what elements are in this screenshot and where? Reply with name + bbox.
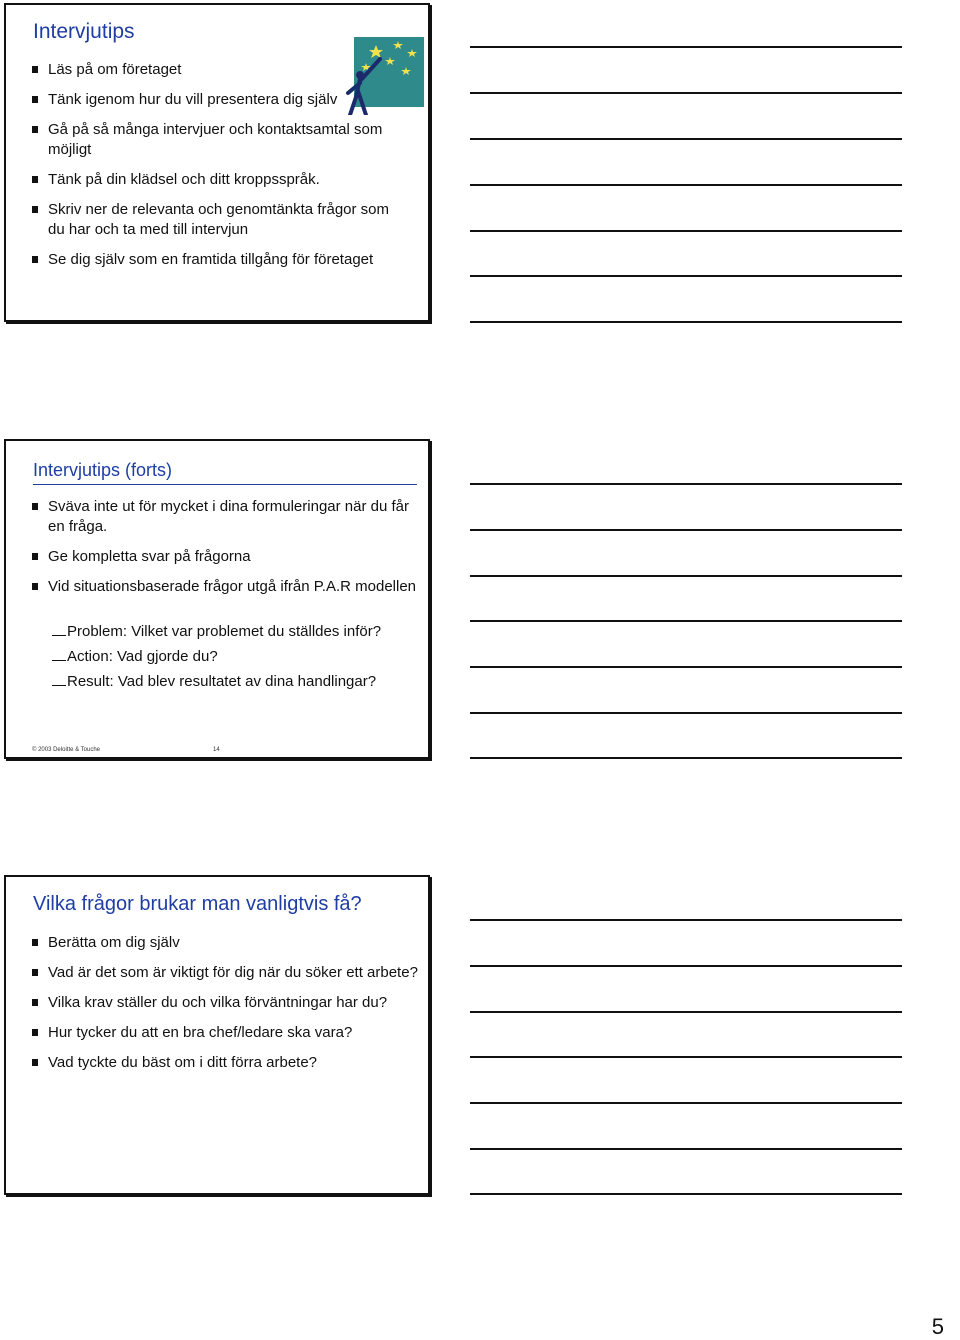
bullet-square-icon bbox=[32, 1059, 38, 1066]
bullet-square-icon bbox=[32, 66, 38, 73]
slide-intervjutips-forts bbox=[4, 439, 430, 759]
note-line bbox=[470, 529, 902, 531]
note-line bbox=[470, 1148, 902, 1150]
note-line bbox=[470, 1056, 902, 1058]
note-line bbox=[470, 1102, 902, 1104]
bullet-square-icon bbox=[32, 999, 38, 1006]
slide-number: 14 bbox=[213, 747, 220, 753]
bullet-square-icon bbox=[32, 126, 38, 133]
note-line bbox=[470, 138, 902, 140]
page-number: 5 bbox=[931, 1314, 944, 1339]
note-line bbox=[470, 230, 902, 232]
bullet-item: Berätta om dig själv bbox=[32, 933, 422, 953]
sub-item-problem: Problem: Vilket var problemet du ställdes inför? bbox=[52, 622, 412, 642]
note-line bbox=[470, 1193, 902, 1195]
bullet-square-icon bbox=[32, 553, 38, 560]
slide-title: Intervjutips bbox=[33, 20, 135, 43]
slide-title: Vilka frågor brukar man vanligtvis få? bbox=[33, 893, 362, 915]
bullet-square-icon bbox=[32, 969, 38, 976]
sub-item-result: Result: Vad blev resultatet av dina handlingar? bbox=[52, 672, 412, 692]
bullet-item: Läs på om företaget bbox=[32, 60, 402, 80]
slide-intervjutips bbox=[4, 3, 430, 322]
bullet-item: Vid situationsbaserade frågor utgå ifrån P.A.R modellen bbox=[32, 577, 422, 597]
dash-icon bbox=[52, 660, 66, 661]
note-line bbox=[470, 483, 902, 485]
slide-vanliga-fragor bbox=[4, 875, 430, 1195]
bullet-square-icon bbox=[32, 1029, 38, 1036]
bullet-list bbox=[32, 497, 422, 601]
bullet-item: Tänk på din klädsel och ditt kroppsspråk. bbox=[32, 170, 402, 190]
note-line bbox=[470, 321, 902, 323]
bullet-square-icon bbox=[32, 176, 38, 183]
bullet-square-icon bbox=[32, 206, 38, 213]
bullet-item: Sväva inte ut för mycket i dina formuleringar när du får en fråga. bbox=[32, 497, 422, 537]
bullet-item: Se dig själv som en framtida tillgång för företaget bbox=[32, 250, 402, 270]
bullet-item: Gå på så många intervjuer och kontaktsamtal som möjligt bbox=[32, 120, 402, 160]
note-line bbox=[470, 92, 902, 94]
sub-item-action: Action: Vad gjorde du? bbox=[52, 647, 412, 667]
bullet-item: Vad tyckte du bäst om i ditt förra arbete? bbox=[32, 1053, 422, 1073]
bullet-item: Vilka krav ställer du och vilka förväntningar har du? bbox=[32, 993, 422, 1013]
bullet-list bbox=[32, 933, 422, 1083]
note-line bbox=[470, 965, 902, 967]
slide-title: Intervjutips (forts) bbox=[33, 460, 173, 480]
bullet-item: Skriv ner de relevanta och genomtänkta frågor som du har och ta med till intervjun bbox=[32, 200, 402, 240]
bullet-item: Ge kompletta svar på frågorna bbox=[32, 547, 422, 567]
dash-icon bbox=[52, 685, 66, 686]
bullet-square-icon bbox=[32, 256, 38, 263]
bullet-square-icon bbox=[32, 939, 38, 946]
note-line bbox=[470, 1011, 902, 1013]
bullet-list bbox=[32, 60, 402, 280]
note-line bbox=[470, 184, 902, 186]
note-line bbox=[470, 620, 902, 622]
bullet-square-icon bbox=[32, 583, 38, 590]
bullet-item: Tänk igenom hur du vill presentera dig själv bbox=[32, 90, 402, 110]
note-line bbox=[470, 757, 902, 759]
bullet-square-icon bbox=[32, 503, 38, 510]
title-divider bbox=[33, 484, 417, 485]
par-sub-list bbox=[52, 622, 412, 697]
bullet-square-icon bbox=[32, 96, 38, 103]
note-line bbox=[470, 46, 902, 48]
dash-icon bbox=[52, 635, 66, 636]
copyright-footer: © 2003 Deloitte & Touche bbox=[32, 747, 101, 753]
bullet-item: Hur tycker du att en bra chef/ledare ska vara? bbox=[32, 1023, 422, 1043]
note-line bbox=[470, 919, 902, 921]
note-line bbox=[470, 666, 902, 668]
note-line bbox=[470, 575, 902, 577]
bullet-item: Vad är det som är viktigt för dig när du söker ett arbete? bbox=[32, 963, 422, 983]
note-line bbox=[470, 712, 902, 714]
note-line bbox=[470, 275, 902, 277]
